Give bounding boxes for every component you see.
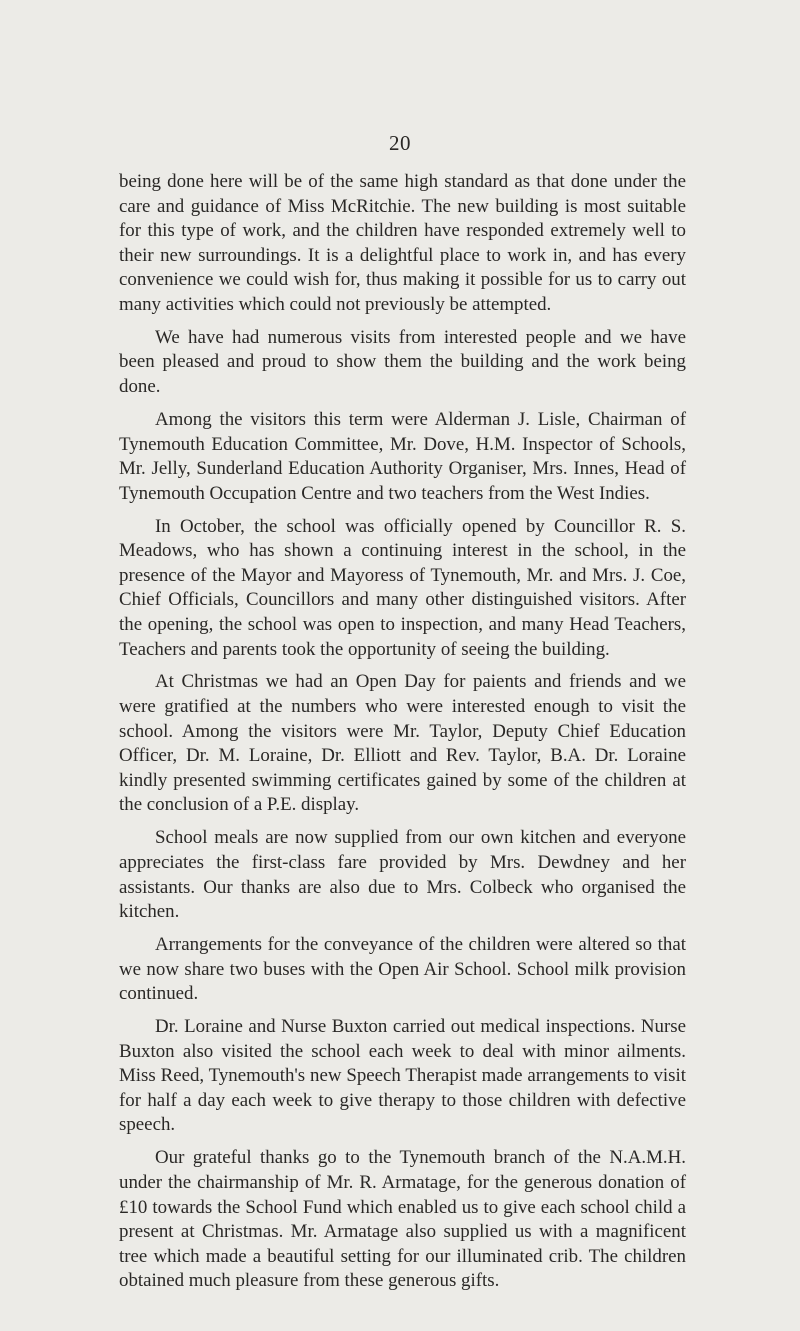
paragraph-thanks-namh: Our grateful thanks go to the Tynemouth branch of the N.A.M.H. under the chairmanship of Mr. R. Armatage, for the generous donation of £10 towards the School Fund which enabled us to give each school child a present at Christmas. Mr. Armatage also supplied us with a magnificent tree which made a beautiful setting for our illuminated crib. The children obtained much pleasure from these generous gifts.: [119, 1147, 686, 1292]
paragraph-medical-inspections: Dr. Loraine and Nurse Buxton carried out medical inspections. Nurse Buxton also visited the school each week to deal with minor ailments. Miss Reed, Tynemouth's new Speech Therapist made arrangements to visit for half a day each week to give therapy to those children with defective speech.: [119, 1016, 686, 1136]
paragraph-school-meals: School meals are now supplied from our own kitchen and everyone appreciates the first-class fare provided by Mrs. Dewdney and her assistants. Our thanks are also due to Mrs. Colbeck who organised the kitchen.: [119, 827, 686, 923]
paragraph-new-building: being done here will be of the same high standard as that done under the care and guidance of Miss McRitchie. The new building is most suitable for this type of work, and the children have responded extremely well to their new surroundings. It is a delightful place to work in, and has every convenience we could wish for, thus making it possible for us to carry out many activities which could not previously be attempted.: [119, 171, 686, 315]
paragraph-visitors-this-term: Among the visitors this term were Alderman J. Lisle, Chairman of Tynemouth Education Committee, Mr. Dove, H.M. Inspector of Schools, Mr. Jelly, Sunderland Education Authority Organiser, Mrs. Innes, Head of Tynemouth Occupation Centre and two teachers from the West Indies.: [119, 408, 686, 504]
paragraph-christmas-open-day: At Christmas we had an Open Day for paients and friends and we were gratified at the numbers who were interested enough to visit the school. Among the visitors were Mr. Taylor, Deputy Chief Education Officer, Dr. M. Loraine, Dr. Elliott and Rev. Taylor, B.A. Dr. Loraine kindly presented swimming certificates gained by some of the children at the conclusion of a P.E. display.: [119, 671, 686, 816]
paragraph-visits: We have had numerous visits from interested people and we have been pleased and proud to show them the building and the work being done.: [119, 326, 686, 398]
page-number: 20: [389, 131, 411, 155]
paragraph-conveyance: Arrangements for the conveyance of the children were altered so that we now share two buses with the Open Air School. School milk provision continued.: [119, 934, 686, 1005]
body-text: [119, 170, 686, 1294]
paragraph-official-opening: In October, the school was officially opened by Councillor R. S. Meadows, who has shown a continuing interest in the school, in the presence of the Mayor and Mayoress of Tynemouth, Mr. and Mrs. J. Coe, Chief Officials, Councillors and many other distinguished visitors. After the opening, the school was open to inspection, and many Head Teachers, Teachers and parents took the opportunity of seeing the building.: [119, 515, 686, 660]
